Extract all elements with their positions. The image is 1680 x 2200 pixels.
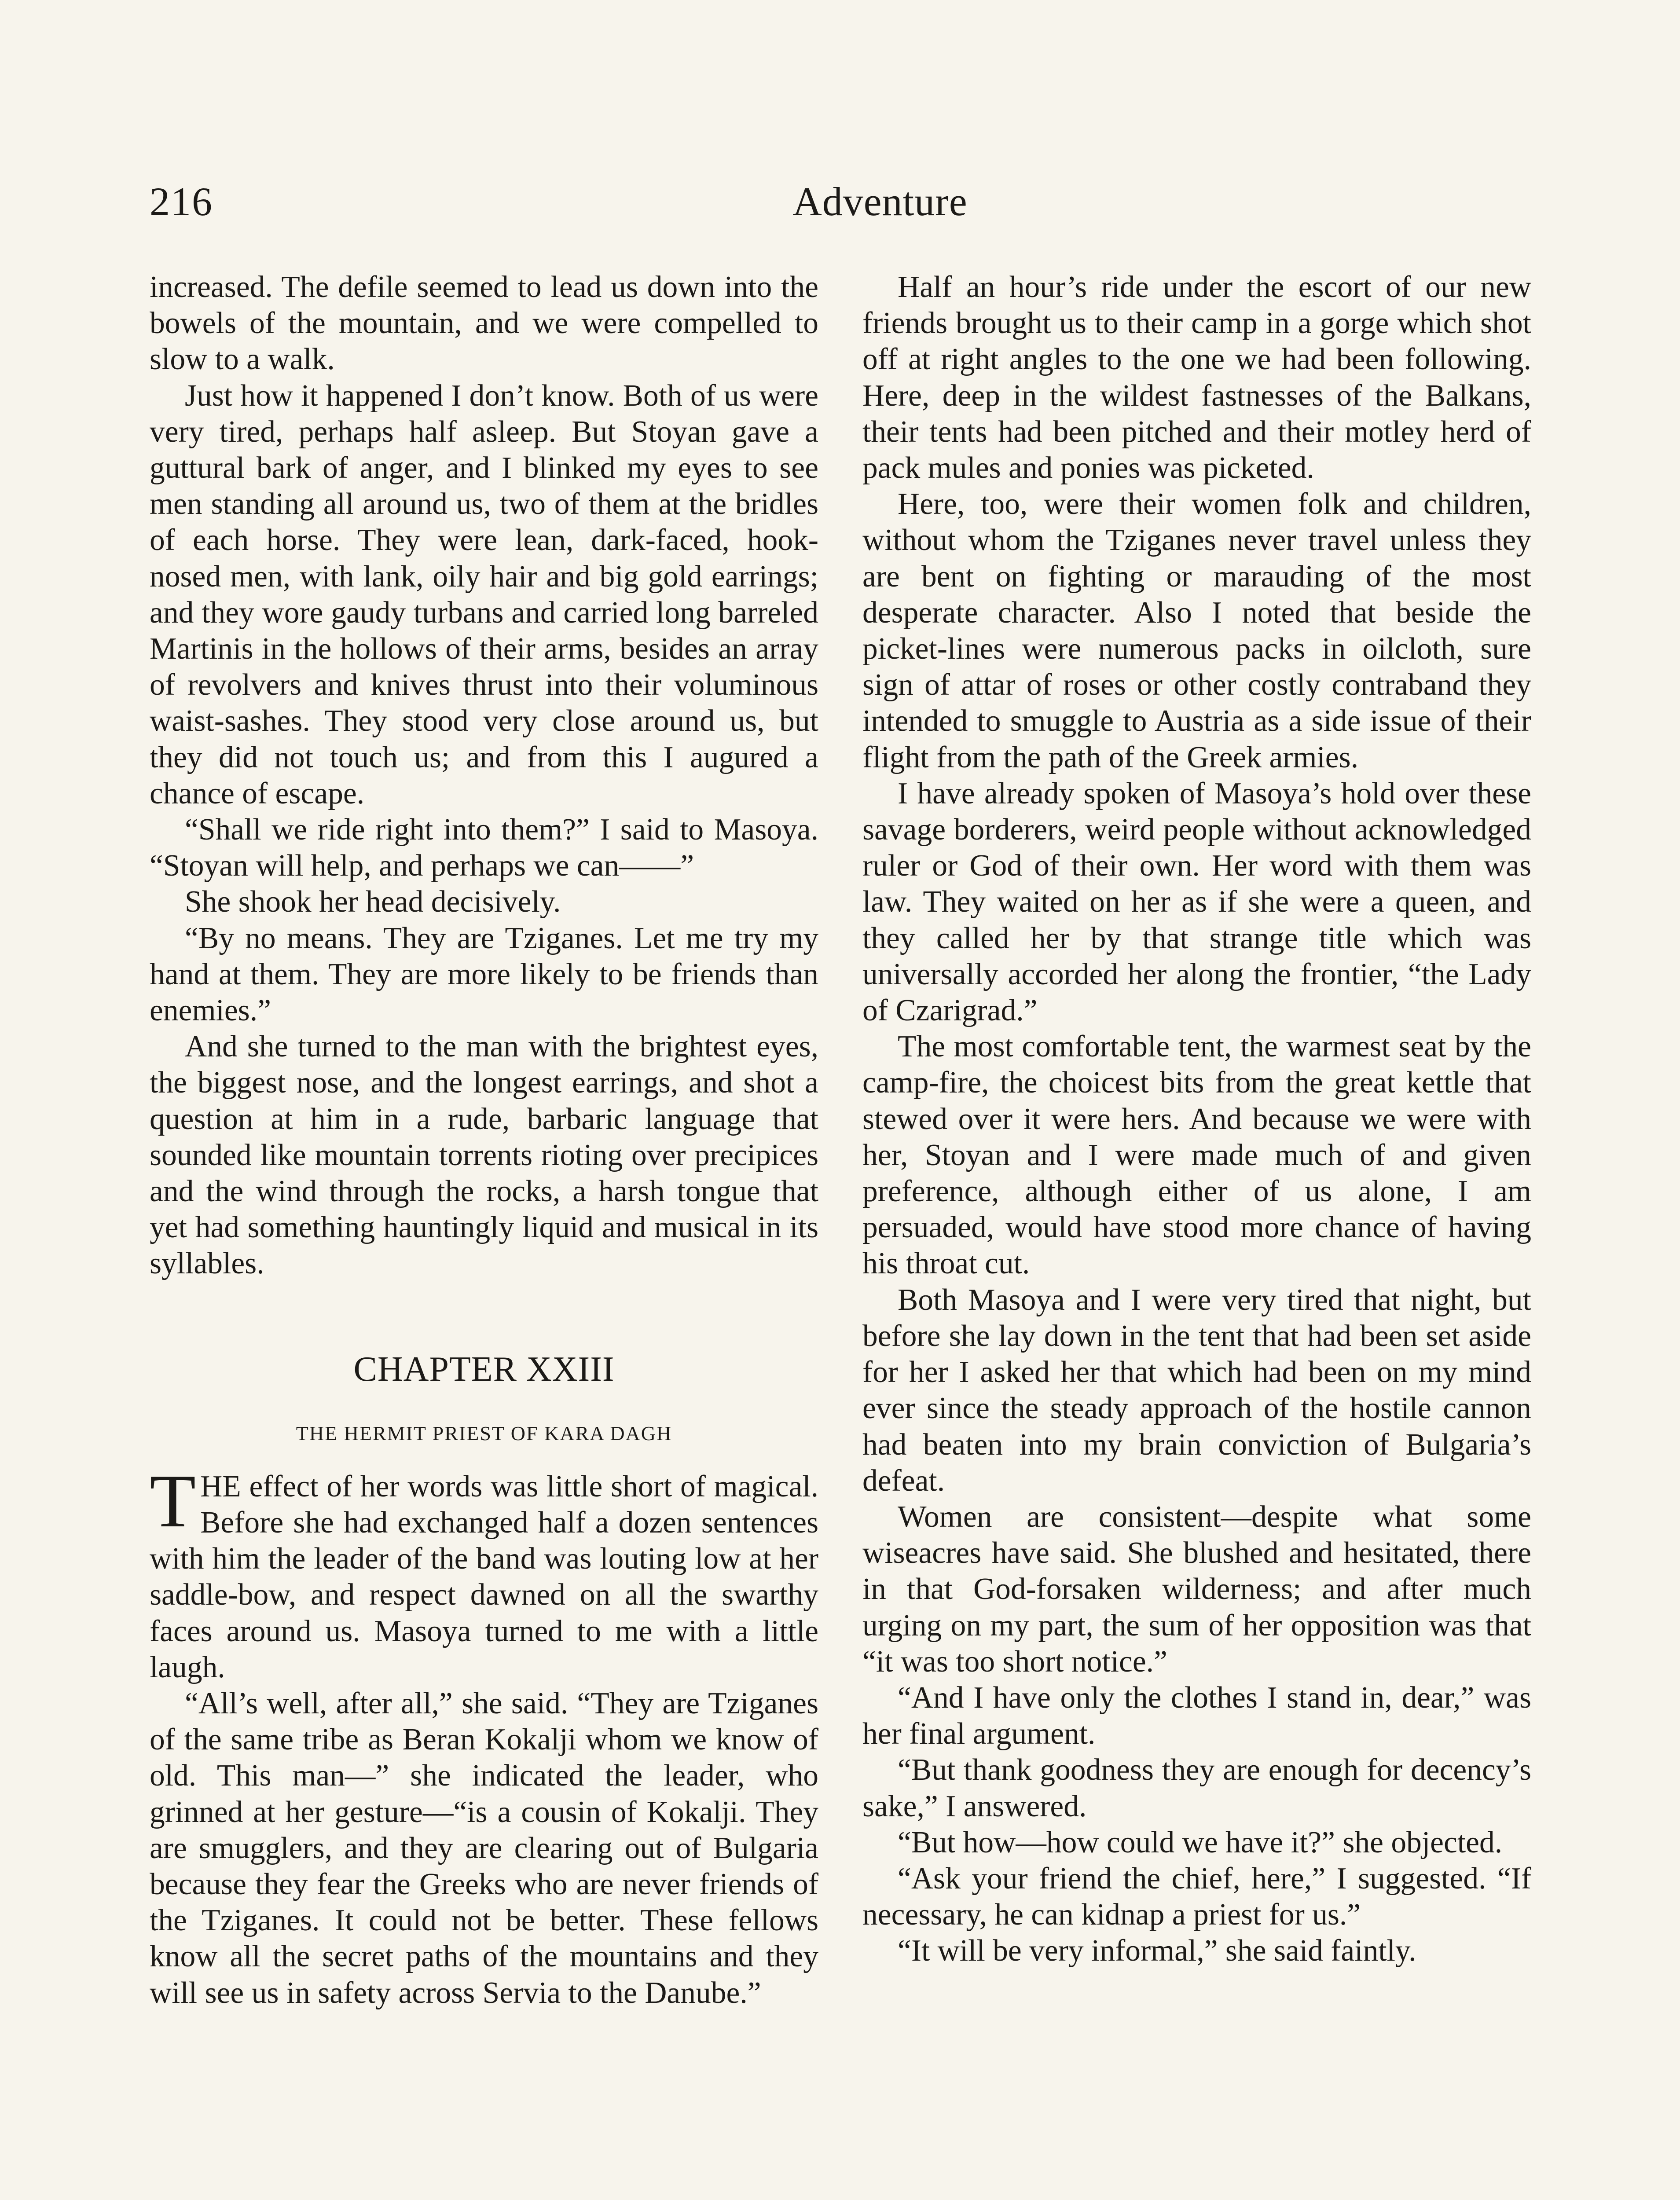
paragraph: “By no means. They are Tziganes. Let me try my hand at them. They are more likely to be friends than enemies.” bbox=[150, 921, 818, 1028]
paragraph: And she turned to the man with the brightest eyes, the biggest nose, and the longest earrings, and shot a question at him in a rude, barbaric language that sounded like mountain torrents rioting over precipices and the wind through the rocks, a harsh tongue that yet had something hauntingly liquid and musical in its syllables. bbox=[150, 1030, 818, 1281]
page-number: 216 bbox=[150, 179, 213, 224]
paragraph: “But how—how could we have it?” she objected. bbox=[898, 1825, 1503, 1859]
paragraph: The most comfortable tent, the warmest seat by the camp-fire, the choicest bits from the great kettle that stewed over it were hers. And because we were with her, Stoyan and I were made much of and given preference, although either of us alone, I am persuaded, would have stood more chance of having his throat cut. bbox=[862, 1030, 1531, 1281]
drop-cap: T bbox=[150, 1459, 196, 1543]
paragraph: “All’s well, after all,” she said. “They are Tziganes of the same tribe as Beran Kokalji whom we know of old. This man—” she indicated the leader, who grinned at her gesture—“is a cousin of Kokalji. They are smugglers, and they are clearing out of Bulgaria because they fear the Greeks who are never friends of the Tziganes. It could not be better. These fellows know all the secret paths of the mountains and they will see us in safety across Servia to the Danube.” bbox=[150, 1686, 818, 2010]
chapter-subtitle: THE HERMIT PRIEST OF KARA DAGH bbox=[296, 1422, 672, 1445]
right-column bbox=[862, 269, 1531, 1969]
paragraph: Women are consistent—despite what some wiseacres have said. She blushed and hesitated, there in that God-forsaken wilderness; and after much urging on my part, the sum of her opposition was that “it was too short notice.” bbox=[862, 1500, 1531, 1679]
paragraph: “It will be very informal,” she said faintly. bbox=[898, 1934, 1416, 1968]
paragraph: “But thank goodness they are enough for decency’s sake,” I answered. bbox=[862, 1753, 1531, 1823]
paragraph-text: HE effect of her words was little short of magical. Before she had exchanged half a dozen sentences with him the leader of the band was louting low at her saddle-bow, and respect dawned on all the swarthy faces around us. Masoya turned to me with a little laugh. bbox=[150, 1469, 818, 1684]
paragraph: She shook her head decisively. bbox=[185, 885, 561, 919]
chapter-title: CHAPTER XXIII bbox=[353, 1349, 615, 1389]
left-column bbox=[150, 269, 818, 2011]
paragraph: I have already spoken of Masoya’s hold over these savage borderers, weird people without acknowledged ruler or God of their own. Her word with them was law. They waited on her as if she were a queen, and they called her by that strange title which was universally accorded her along the frontier, “the Lady of Czarigrad.” bbox=[862, 776, 1531, 1028]
paragraph: increased. The defile seemed to lead us down into the bowels of the mountain, and we were compelled to slow to a walk. bbox=[150, 270, 818, 377]
running-title: Adventure bbox=[792, 179, 968, 224]
paragraph: Half an hour’s ride under the escort of our new friends brought us to their camp in a gorge which shot off at right angles to the one we had been following. Here, deep in the wildest fastnesses of the Balkans, their tents had been pitched and their motley herd of pack mules and ponies was picketed. bbox=[862, 270, 1531, 485]
paragraph: “And I have only the clothes I stand in, dear,” was her final argument. bbox=[862, 1680, 1531, 1751]
paragraph: Both Masoya and I were very tired that night, but before she lay down in the tent that had been set aside for her I asked her that which had been on my mind ever since the steady approach of the hostile cannon had beaten into my brain conviction of Bulgaria’s defeat. bbox=[862, 1283, 1531, 1498]
paragraph: “Shall we ride right into them?” I said to Masoya. “Stoyan will help, and perhaps we can——” bbox=[150, 813, 818, 883]
chapter-opening-paragraph bbox=[150, 1459, 818, 1686]
paragraph: “Ask your friend the chief, here,” I suggested. “If necessary, he can kidnap a priest for us.” bbox=[862, 1861, 1531, 1932]
paragraph: Here, too, were their women folk and children, without whom the Tziganes never travel unless they are bent on fighting or marauding of the most desperate character. Also I noted that beside the picket-lines were numerous packs in oilcloth, sure sign of attar of roses or other costly contraband they intended to smuggle to Austria as a side issue of their flight from the path of the Greek armies. bbox=[862, 487, 1531, 774]
paragraph: Just how it happened I don’t know. Both of us were very tired, perhaps half asleep. But Stoyan gave a guttural bark of anger, and I blinked my eyes to see men standing all around us, two of them at the bridles of each horse. They were lean, dark-faced, hook-nosed men, with lank, oily hair and big gold earrings; and they wore gaudy turbans and carried long barreled Martinis in the hollows of their arms, besides an array of revolvers and knives thrust into their voluminous waist-sashes. They stood very close around us, but they did not touch us; and from this I augured a chance of escape. bbox=[150, 378, 818, 810]
